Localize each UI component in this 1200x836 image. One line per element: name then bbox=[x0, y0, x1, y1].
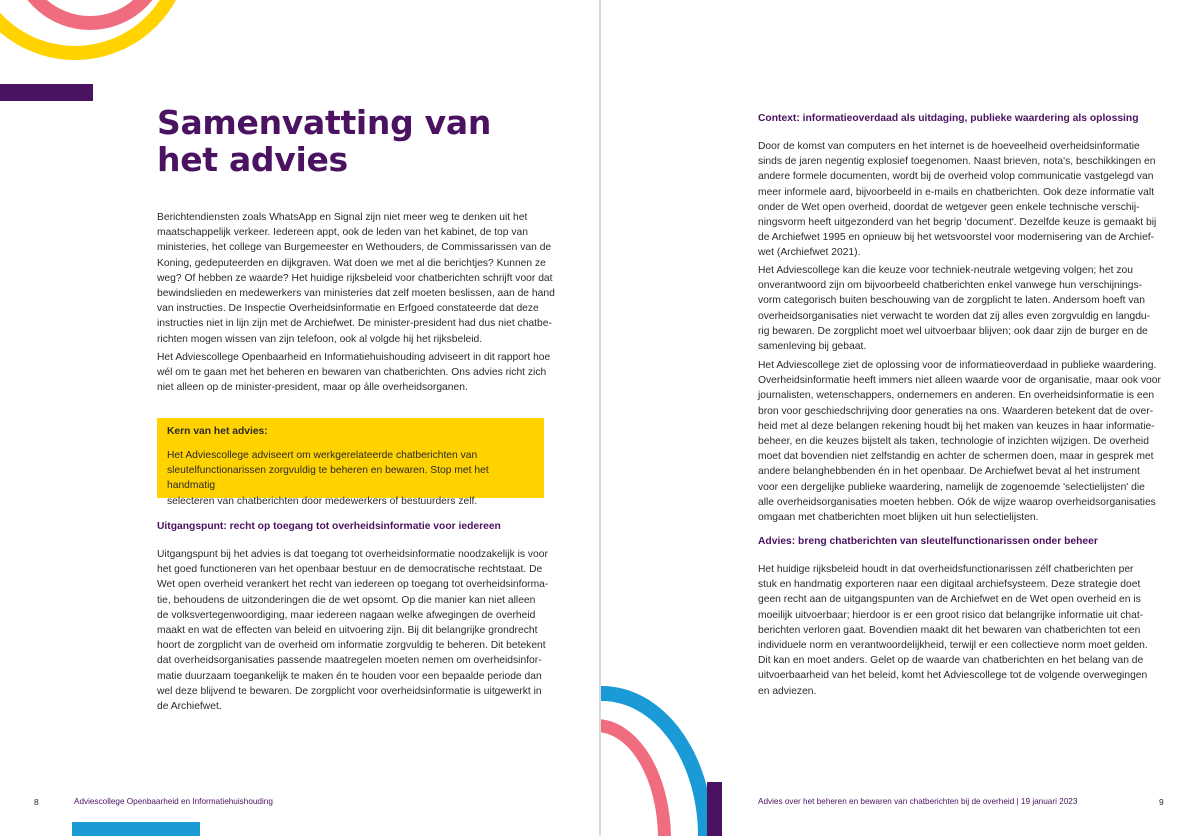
context-paragraph-1: Door de komst van computers en het internet is de hoeveelheid overheidsinformatie sinds de jaren negentig explosief toegenomen. Naast brieven, nota's, beschikkingen en andere formele documenten, wordt bij de overheid volop communicatie vastgelegd van meer informele aard, bijvoorbeeld in e-mails en chatberichten. Ook deze informatie valt onder de Wet open overheid, doordat de wetgever geen enkele technische verschij- ningsvorm heeft uitgezonderd van het begrip 'document'. Dezelfde keuze is gemaakt bij de Archiefwet 1995 en opnieuw bij het wetsvoorstel voor modernisering van de Archief- wet (Archiefwet 2021). bbox=[758, 141, 1157, 259]
section-paragraph: Uitgangspunt bij het advies is dat toegang tot overheidsinformatie noodzakelijk is voor het goed functioneren van het openbaar bestuur en de democratische rechtstaat. De Wet open overheid verankert het recht van iedereen op toegang tot overheidsinforma- tie, behoudens de uitzonderingen die de wet opsomt. Op die manier kan niet alleen de volksvertegenwoordiging, maar iedereen nagaan welke afwegingen de overheid maakt en wat de effecten van beleid en uitvoering zijn. Bij dit belangrijke grondrecht hoort de zorgplicht van de overheid om informatie zorgvuldig te beheren. Dit betekent dat overheidsorganisaties passende maatregelen moeten nemen om overheidsinfor- matie duurzaam toegankelijk te maken én te houden voor een bepaalde periode dan wel deze blijvend te bewaren. De zorgplicht voor overheidsinformatie is uitgewerkt in de Archiefwet. bbox=[157, 549, 549, 713]
footer-text-left: Adviescollege Openbaarheid en Informatiehuishouding bbox=[74, 797, 273, 806]
section-heading-advies: Advies: breng chatberichten van sleutelfunctionarissen onder beheer bbox=[758, 536, 1098, 547]
footer-page-number-right: 9 bbox=[1159, 797, 1164, 807]
left-page bbox=[0, 0, 599, 836]
advice-paragraph: Het huidige rijksbeleid houdt in dat overheidsfunctionarissen zélf chatberichten per stuk en handmatig exporteren naar een digitaal archiefsysteem. Deze strategie doet geen recht aan de uitgangspunten van de Archiefwet en de Wet open overheid en is moeilijk uitvoerbaar; hierdoor is er een groot risico dat belangrijke informatie uit chat- berichten verloren gaat. Bovendien maakt dit het bewaren van chatberichten tot een individuele norm en verantwoordelijkheid, terwijl er een collectieve norm moet gelden. Dit kan en moet anders. Gelet op de waarde van chatberichten en het belang van de uitvoerbaarheid van het beleid, komt het Adviescollege tot de volgende overwegingen en adviezen. bbox=[758, 564, 1148, 697]
callout-title: Kern van het advies: bbox=[167, 426, 268, 437]
section-heading-uitgangspunt: Uitgangspunt: recht op toegang tot overheidsinformatie voor iedereen bbox=[157, 521, 501, 532]
context-paragraph-3: Het Adviescollege ziet de oplossing voor de informatieoverdaad in publieke waardering. Overheidsinformatie heeft immers niet alleen waarde voor de organisatie, maar ook voor journalisten, wetenschappers, ondernemers en anderen. En overheidsinformatie is een bron voor geschiedschrijving door generaties na ons. Waarderen betekent dat de over- heid met al deze belangen rekening houdt bij het maken van keuzes in haar informatie- beheer, en die keuzes bijstelt als taken, technologie of inzichten wijzigen. De overheid moet dat bovendien niet zelfstandig en achter de schermen doen, maar in gesprek met andere belanghebbenden én in het openbaar. De Archiefwet bevat al het instrument voor een dergelijke publieke waardering, namelijk de zogenoemde 'selectielijsten' die alle overheidsorganisaties moeten hebben. Oók de wijze waarop overheidsorganisaties omgaan met chatberichten moet blijken uit hun selectielijsten. bbox=[758, 360, 1161, 524]
right-page bbox=[601, 0, 1200, 836]
top-left-arc-decoration bbox=[0, 0, 200, 70]
key-advice-callout bbox=[157, 418, 544, 507]
purple-vertical-bar-decoration bbox=[707, 782, 722, 836]
callout-text: Het Adviescollege adviseert om werkgerelateerde chatberichten van sleutelfunctionarissen zorgvuldig te beheren en bewaren. Stop met het handmatig selecteren van chatberichten door medewerkers of bestuurders zelf. bbox=[167, 450, 489, 507]
section-heading-context: Context: informatieoverdaad als uitdaging, publieke waardering als oplossing bbox=[758, 113, 1139, 124]
context-paragraph-2: Het Adviescollege kan die keuze voor techniek-neutrale wetgeving volgen; het zou onverantwoord zijn om bijvoorbeeld chatberichten enkel vanwege hun verschijnings- vorm categorisch buiten beschouwing van de zorgplicht te laten. Andersom hoeft van overheidsorganisaties niet verwacht te worden dat zij alles even zorgvuldig en langdu- rig bewaren. De zorgplicht moet wel uitvoerbaar blijven; ook daar zijn de burger en de samenleving bij gebaat. bbox=[758, 265, 1151, 353]
page-title bbox=[157, 104, 537, 178]
title-line-2: het advies bbox=[157, 140, 348, 179]
purple-bar-decoration bbox=[0, 84, 93, 101]
title-line-1: Samenvatting van bbox=[157, 103, 492, 142]
footer-page-number-left: 8 bbox=[34, 797, 39, 807]
bottom-blue-bar-decoration bbox=[72, 822, 200, 836]
intro-paragraph: Berichtendiensten zoals WhatsApp en Signal zijn niet meer weg te denken uit het maatschappelijk verkeer. Iedereen appt, ook de leden van het kabinet, de top van ministeries, het college van Burgemeester en Wethouders, de Commissarissen van de Koning, gedeputeerden en dijkgraven. Wat doen we met al die berichtjes? Kunnen ze weg? Of hebben ze waarde? Het huidige rijksbeleid voor chatberichten schrijft voor dat bewindslieden en medewerkers van ministeries dat zelf moeten beslissen, aan de hand van instructies. De Inspectie Overheidsinformatie en Erfgoed constateerde dat deze instructies niet in lijn zijn met de Archiefwet. De minister-president had dus niet chatbe- richten mogen wissen van zijn telefoon, ook al volgde hij het rijksbeleid. bbox=[157, 212, 555, 345]
second-paragraph: Het Adviescollege Openbaarheid en Informatiehuishouding adviseert in dit rapport hoe wél om te gaan met het beheren en bewaren van chatberichten. Ons advies richt zich niet alleen op de minister-president, maar op álle overheidsorganen. bbox=[157, 352, 551, 394]
footer-text-right: Advies over het beheren en bewaren van chatberichten bij de overheid | 19 januari 2023 bbox=[758, 797, 1078, 806]
